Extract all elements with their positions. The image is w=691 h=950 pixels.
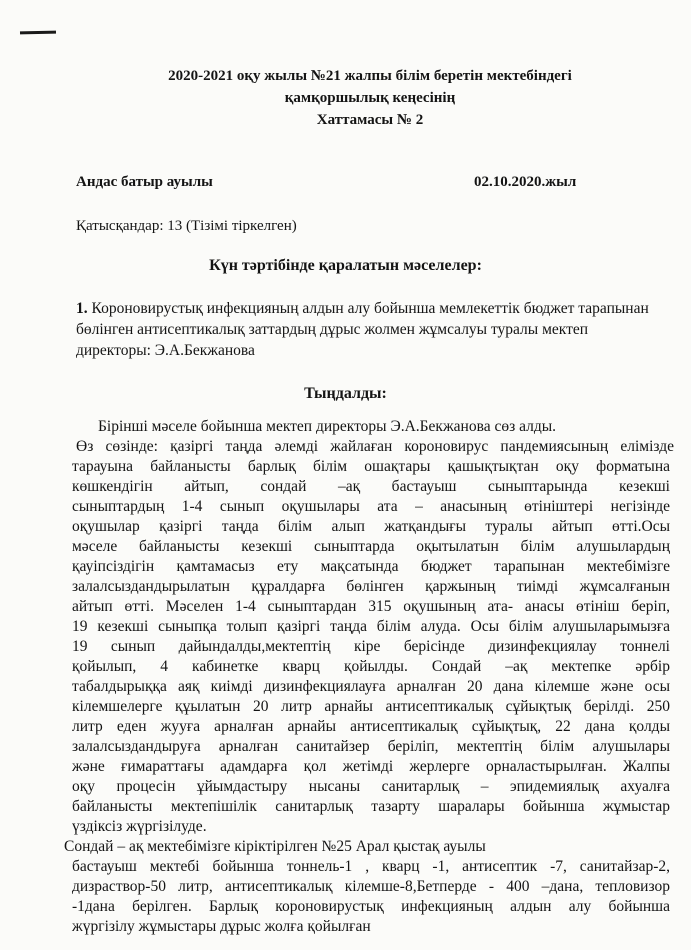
body-line: сыныптардың 1-4 сынып оқушылары ата – анасының өтініштері негізінде xyxy=(72,498,670,515)
agenda-item-number: 1. xyxy=(76,300,88,317)
body-line: және ғимараттағы адамдарға қол жетімді жерлерге орналастырылған. Жалпы xyxy=(72,758,670,775)
document-title-line-3: Хаттамасы № 2 xyxy=(316,112,424,128)
meeting-date: 02.10.2020.жыл xyxy=(474,174,577,190)
body-line: бастауыш мектебі бойынша тоннель-1 , кварц -1, антисептик -7, санитайзар-2, xyxy=(72,858,670,875)
body-line: табалдырыққа аяқ киімді дизинфекциялауға арналған 20 дана кілемше және осы xyxy=(72,678,670,695)
agenda-item-text: Короновирустық инфекцияның алдын алу бойынша мемлекеттік бюджет тарапынан бөлінген антисептикалық заттардың дұрыс жолмен жұмсалуы туралы мектеп директоры: Э.А.Бекжанова xyxy=(76,300,649,359)
scan-mark xyxy=(20,31,56,35)
body-line: тарауына байланысты барлық білім ошақтары қашықтықтан оқу форматына xyxy=(72,458,670,475)
body-line: 19 кезекші сыныпқа толып қазіргі таңда білім алуда. Осы білім алушыларымызға xyxy=(72,618,670,635)
body-line: көшкендігін айтып, сондай –ақ бастауыш сыныптарында кезекші xyxy=(72,478,670,495)
body-line: үздіксіз жүргізілуде. xyxy=(72,818,207,835)
body-line: оқушылар қазіргі таңда білім алып жатқандығы туралы айтып өтті.Осы xyxy=(72,518,670,535)
body-line: оқу процесін ұйымдастыру нысаны санитарлық – эпидемиялық ахуалға xyxy=(72,778,670,795)
listened-heading: Тыңдалды: xyxy=(304,385,387,402)
body-line: айтып өтті. Мәселен 1-4 сыныптардан 315 оқушының ата- анасы өтініш беріп, xyxy=(72,598,670,615)
body-line: залалсыздандырылатын құралдарға бөлінген қаржының тиімді жұмсалғанын xyxy=(72,578,670,595)
body-line: залалсыздандыруға арналған санитайзер беріліп, мектептің білім алушылары xyxy=(72,738,670,755)
body-line: жүргізілу жұмыстары дұрыс жолға қойылған xyxy=(72,918,371,935)
body-line: Сондай – ақ мектебімізге кіріктірілген №25 Арал қыстақ ауылы xyxy=(64,838,486,855)
body-line: литр еден жууға арналған арнайы антисептикалық сұйықтық, 22 дана қолды xyxy=(72,718,670,735)
agenda-heading: Күн тәртібінде қаралатын мәселелер: xyxy=(209,257,482,274)
body-line: 19 сынып дайындалды,мектептің кіре берісінде дизинфекциялау тоннелі xyxy=(72,638,670,655)
participants: Қатысқандар: 13 (Тізімі тіркелген) xyxy=(76,218,297,234)
body-line: Бірінші мәселе бойынша мектеп директоры Э.А.Бекжанова сөз алды. xyxy=(98,418,557,435)
body-line: қауіпсіздігін қамтамасыз ету мақсатында бюджет тарапынан мектебімізге xyxy=(72,558,670,575)
body-line: қойылып, 4 кабинетке кварц қойылды. Сондай –ақ мектепке әрбір xyxy=(72,658,670,675)
body-line: байланысты мектепішілік санитарлық тазарту шаралары бойынша жұмыстар xyxy=(72,798,670,815)
body-line: -1дана берілген. Барлық короновирустық инфекцияның алдын алу бойынша xyxy=(72,898,670,915)
body-line: мәселе байланысты кезекші сыныптарда оқытылатын білім алушылардың xyxy=(72,538,670,555)
meeting-place: Андас батыр ауылы xyxy=(76,174,213,190)
document-title-line-1: 2020-2021 оқу жылы №21 жалпы білім беретін мектебіндегі xyxy=(168,68,572,84)
document-title-line-2: қамқоршылық кеңесінің xyxy=(284,90,456,106)
body-line: дизраствор-50 литр, антисептикалық кілемше-8,Бетперде - 400 –дана, тепловизор xyxy=(72,878,670,895)
agenda-item xyxy=(76,298,656,361)
body-line: Өз сөзінде: қазіргі таңда әлемді жайлаған короновирус пандемиясының елімізде xyxy=(76,438,674,455)
body-line: кілемшелерге құылатын 20 литр арнайы антисептикалық сұйықтық берілді. 250 xyxy=(72,698,670,715)
